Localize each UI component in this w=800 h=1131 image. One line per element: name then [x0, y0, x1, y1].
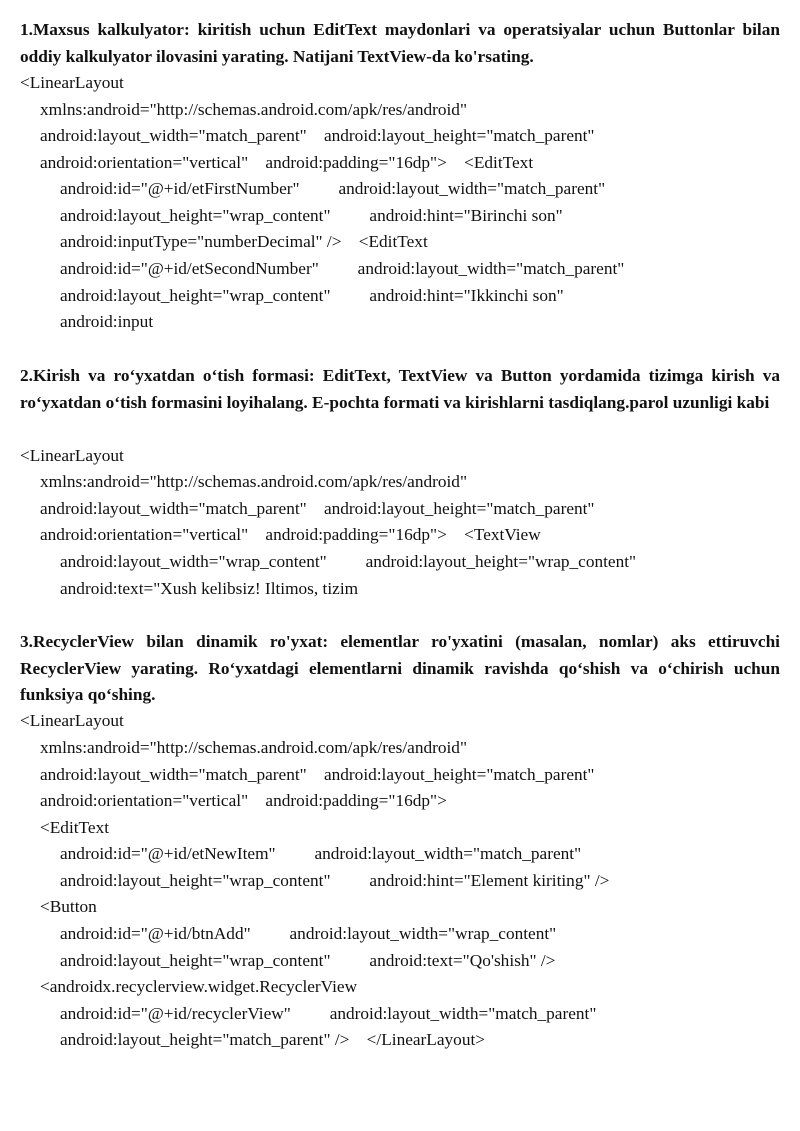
section-2-code-line: android:text="Xush kelibsiz! Iltimos, tizim [60, 579, 359, 598]
section-3-code-line: android:layout_height="wrap_content" android:hint="Element kiriting" /> [60, 871, 610, 890]
section-1-code-line: android:id="@+id/etSecondNumber" android:layout_width="match_parent" [60, 259, 625, 278]
section-2-heading: 2.Kirish va ro‘yxatdan o‘tish formasi: EditText, TextView va Button yordamida tizimga kirish va ro‘yxatdan o‘tish formasini loyihalang. E-pochta formati va kirishlarni tasdiqlang.parol uzunligi kabi [20, 366, 780, 412]
section-1-code-line: xmlns:android="http://schemas.android.com/apk/res/android" [40, 100, 468, 119]
section-2-code-line: xmlns:android="http://schemas.android.com/apk/res/android" [40, 472, 468, 491]
section-1-code-line: android:input [60, 312, 154, 331]
section-1-code-line: android:layout_width="match_parent" android:layout_height="match_parent" [40, 126, 595, 145]
section-1-code-line: android:inputType="numberDecimal" /> <EditText [60, 232, 428, 251]
section-2-code-line: <LinearLayout [20, 446, 124, 465]
section-3-code-line: android:layout_width="match_parent" android:layout_height="match_parent" [40, 765, 595, 784]
section-3-code-line: android:orientation="vertical" android:padding="16dp"> [40, 791, 447, 810]
section-1-code-line: android:orientation="vertical" android:padding="16dp"> <EditText [40, 153, 534, 172]
section-3-code-line: android:layout_height="match_parent" /> </LinearLayout> [60, 1030, 486, 1049]
section-1-code-line: android:id="@+id/etFirstNumber" android:layout_width="match_parent" [60, 179, 606, 198]
section-3-code-line: <Button [40, 897, 97, 916]
section-1-code-line: <LinearLayout [20, 73, 124, 92]
section-3-code-line: android:id="@+id/recyclerView" android:layout_width="match_parent" [60, 1004, 597, 1023]
section-2-code-line: android:layout_width="wrap_content" android:layout_height="wrap_content" [60, 552, 637, 571]
section-3-heading: 3.RecyclerView bilan dinamik ro'yxat: elementlar ro'yxatini (masalan, nomlar) aks ettiruvchi RecyclerView yarating. Ro‘yxatdagi elementlarni dinamik ravishda qo‘shish va o‘chirish uchun funksiya qo‘shing. [20, 632, 780, 705]
section-1-code-line: android:layout_height="wrap_content" android:hint="Birinchi son" [60, 206, 563, 225]
section-3-code-line: android:layout_height="wrap_content" android:text="Qo'shish" /> [60, 951, 556, 970]
section-3-code-line: <LinearLayout [20, 711, 124, 730]
section-1-code-line: android:layout_height="wrap_content" android:hint="Ikkinchi son" [60, 286, 564, 305]
section-3-code-line: xmlns:android="http://schemas.android.com/apk/res/android" [40, 738, 468, 757]
section-2-code-line: android:orientation="vertical" android:padding="16dp"> <TextView [40, 525, 541, 544]
section-1-heading: 1.Maxsus kalkulyator: kiritish uchun EditText maydonlari va operatsiyalar uchun Buttonlar bilan oddiy kalkulyator ilovasini yarating. Natijani TextView-da ko'rsating. [20, 20, 780, 66]
section-3-code-line: android:id="@+id/etNewItem" android:layout_width="match_parent" [60, 844, 582, 863]
section-2-code-line: android:layout_width="match_parent" android:layout_height="match_parent" [40, 499, 595, 518]
section-3-code-line: <androidx.recyclerview.widget.RecyclerView [40, 977, 358, 996]
section-3-code-line: <EditText [40, 818, 110, 837]
section-3-code-line: android:id="@+id/btnAdd" android:layout_width="wrap_content" [60, 924, 557, 943]
